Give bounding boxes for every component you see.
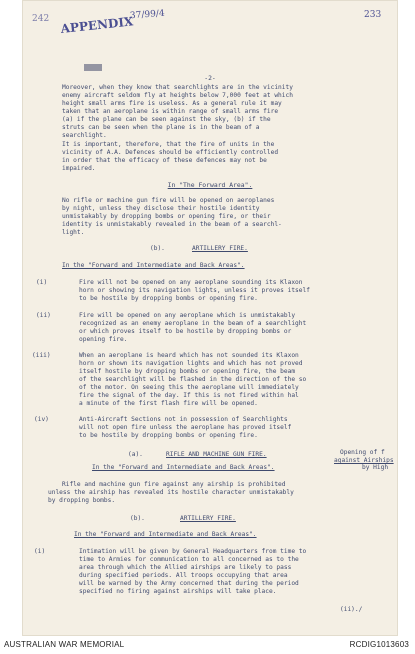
text-line: height small arms fire is useless. As a general rule it may xyxy=(62,100,282,107)
heading-artillery-fire: ARTILLERY FIRE. xyxy=(192,245,248,252)
text-line: searchlight. xyxy=(62,132,107,139)
text-line: in order that the efficacy of these defences may not be xyxy=(62,157,267,164)
heading-areas: In the "Forward and Intermediate and Back Areas". xyxy=(62,262,245,269)
text-line: enemy aircraft seldom fly at heights below 7,000 feet at which xyxy=(62,92,293,99)
side-note-opening: Opening of f xyxy=(340,449,385,456)
text-line: during specified periods. All troops occupying that area xyxy=(79,572,288,579)
text-line: struts can be seen when the plane is in the beam of a xyxy=(62,124,260,131)
text-line: of the motor. On seeing this the aeroplane will immediately xyxy=(79,384,299,391)
text-line: area through which the Allied airships are likely to pass xyxy=(79,564,292,571)
text-line: a minute of the first flash fire will be opened. xyxy=(79,400,258,407)
side-note-airships: against Airships xyxy=(334,457,394,464)
text-line: unless the airship has revealed its hostile character unmistakably xyxy=(48,489,294,496)
text-line: itself hostile by dropping bombs or opening fire, the beam xyxy=(79,368,296,375)
text-line: to be hostile by dropping bombs or opening fire. xyxy=(79,432,258,439)
text-line: Moreover, when they know that searchlights are in the vicinity xyxy=(62,84,293,91)
item-number: (i) xyxy=(34,548,46,555)
redaction-stamp xyxy=(84,64,102,71)
text-line: Rifle and machine gun fire against any airship is prohibited xyxy=(62,481,286,488)
text-line: opening fire. xyxy=(79,336,128,343)
item-number: (iv) xyxy=(34,416,49,423)
text-line: fire the signal of the day. If this is not fired within hal xyxy=(79,392,299,399)
reference-annotation: 37/99/4 xyxy=(129,8,166,22)
appendix-annotation: APPENDIX xyxy=(60,14,134,36)
text-line: horn or shown its navigation lights and which has not proved xyxy=(79,360,303,367)
text-line: identity is unmistakably revealed in the beam of a searchl- xyxy=(62,221,282,228)
text-line: by night, unless they disclose their hostile identity xyxy=(62,205,260,212)
item-number: (i) xyxy=(36,279,48,286)
text-line: of the searchlight will be flashed in the direction of the so xyxy=(79,376,307,383)
text-line: to be hostile by dropping bombs or opening fire. xyxy=(79,295,258,302)
text-line: specified no firing against airships will take place. xyxy=(79,588,277,595)
text-line: When an aeroplane is heard which has not sounded its Klaxon xyxy=(79,352,299,359)
folio-left-annotation: 242 xyxy=(32,14,50,24)
text-line: will not open fire unless the aeroplane has proved itself xyxy=(79,424,292,431)
heading-rifle-mg-fire: RIFLE AND MACHINE GUN FIRE. xyxy=(166,451,267,458)
text-line: Intimation will be given by General Headquarters from time to xyxy=(79,548,307,555)
text-line: time to Armies for communication to all concerned as to the xyxy=(79,556,299,563)
text-line: will be warned by the Army concerned that during the period xyxy=(79,580,299,587)
heading-b-label: (b). xyxy=(130,515,145,522)
text-line: (a) if the plane can be seen against the sky, (b) if the xyxy=(62,116,271,123)
text-line: by dropping bombs. xyxy=(48,497,116,504)
page-number: -2- xyxy=(204,74,216,82)
section-heading-forward-area: In "The Forward Area". xyxy=(167,181,253,189)
text-line: or which proves itself to be hostile by dropping bombs or xyxy=(79,328,292,335)
text-line: Fire will be opened on any aeroplane which is unmistakably xyxy=(79,312,296,319)
footer-record-id: RCDIG1013603 xyxy=(349,640,409,649)
text-line: It is important, therefore, that the fire of units in the xyxy=(62,141,275,148)
heading-artillery-fire: ARTILLERY FIRE. xyxy=(180,515,236,522)
heading-areas: In the "Forward and Intermediate and Back Areas". xyxy=(74,531,257,538)
text-line: recognized as an enemy aeroplane in the beam of a searchlight xyxy=(79,320,307,327)
item-number: (ii) xyxy=(36,312,51,319)
side-note-by-high: by High xyxy=(362,464,389,471)
text-line: Anti-Aircraft Sections not in possession of Searchlights xyxy=(79,416,288,423)
heading-b-label: (b). xyxy=(150,245,165,252)
text-line: Fire will not be opened on any aeroplane sounding its Klaxon xyxy=(79,279,303,286)
item-number: (iii) xyxy=(32,352,51,359)
heading-areas: In the "Forward and Intermediate and Back Areas". xyxy=(92,464,275,471)
footer-institution: AUSTRALIAN WAR MEMORIAL xyxy=(4,640,125,649)
continuation-marker: (ii)./ xyxy=(340,606,363,613)
text-line: No rifle or machine gun fire will be opened on aeroplanes xyxy=(62,197,275,204)
text-line: taken that an aeroplane is within range of small arms fire xyxy=(62,108,279,115)
document-page xyxy=(22,0,398,636)
text-line: vicinity of A.A. Defences should be efficiently controlled xyxy=(62,149,279,156)
text-line: light. xyxy=(62,229,85,236)
heading-a-label: (a). xyxy=(128,451,143,458)
text-line: unmistakably by dropping bombs or opening fire, or their xyxy=(62,213,271,220)
text-line: impaired. xyxy=(62,165,96,172)
text-line: horn or showing its navigation lights, unless it proves itself xyxy=(79,287,310,294)
folio-right-annotation: 233 xyxy=(364,10,382,20)
